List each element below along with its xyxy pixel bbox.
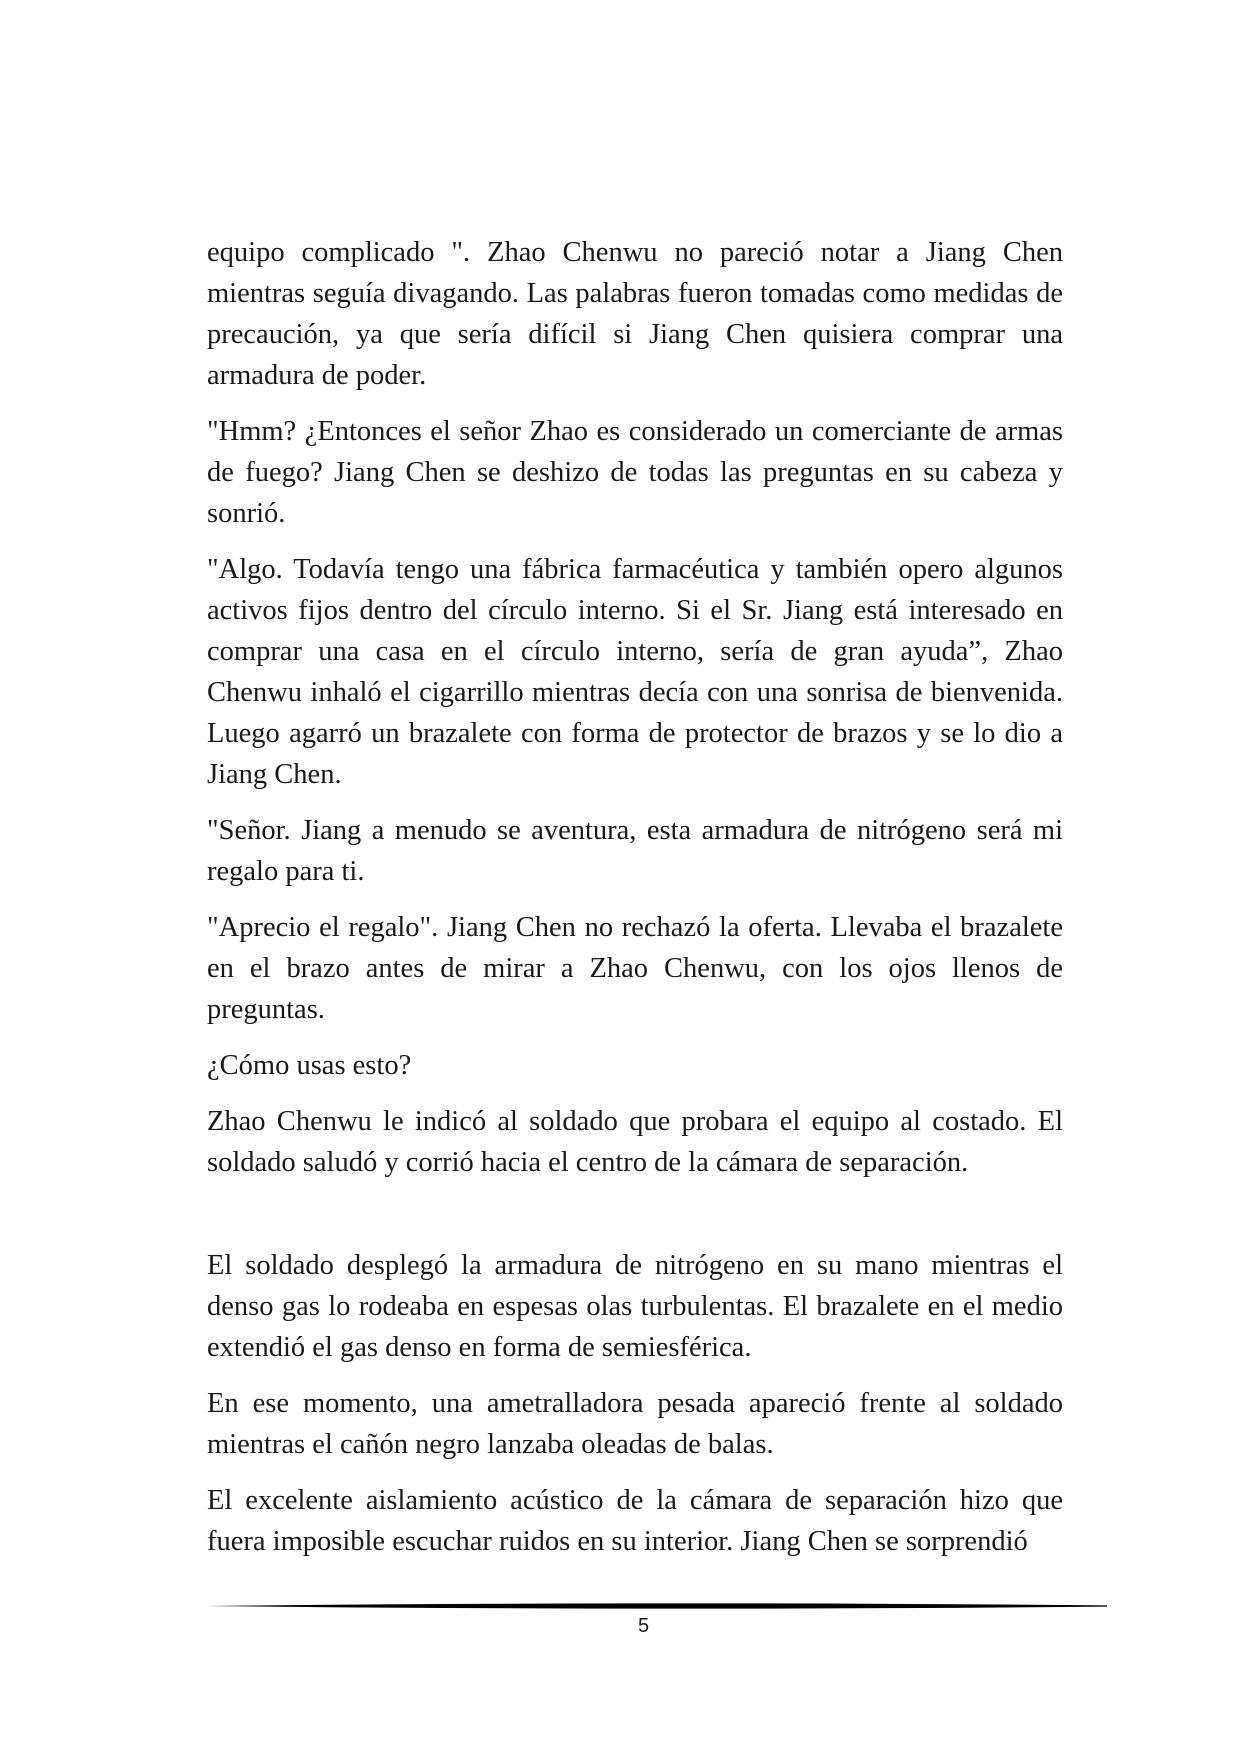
body-text [207, 232, 1063, 1577]
paragraph-2: "Hmm? ¿Entonces el señor Zhao es considerado un comerciante de armas de fuego? Jiang Chen se deshizo de todas las preguntas en su cabeza y sonrió. [207, 416, 1063, 529]
paragraph-6: ¿Cómo usas esto? [207, 1050, 412, 1081]
page-number: 5 [637, 1615, 650, 1637]
paragraph-5: "Aprecio el regalo". Jiang Chen no rechazó la oferta. Llevaba el brazalete en el brazo antes de mirar a Zhao Chenwu, con los ojos llenos de preguntas. [207, 912, 1063, 1025]
footer-divider [207, 1601, 1107, 1611]
paragraph-3: "Algo. Todavía tengo una fábrica farmacéutica y también opero algunos activos fijos dentro del círculo interno. Si el Sr. Jiang está interesado en comprar una casa en el círculo interno, sería de gran ayuda”, Zhao Chenwu inhaló el cigarrillo mientras decía con una sonrisa de bienvenida. Luego agarró un brazalete con forma de protector de brazos y se lo dio a Jiang Chen. [207, 554, 1063, 790]
paragraph-8: El soldado desplegó la armadura de nitrógeno en su mano mientras el denso gas lo rodeaba en espesas olas turbulentas. El brazalete en el medio extendió el gas denso en forma de semiesférica. [207, 1250, 1063, 1363]
paragraph-1: equipo complicado ". Zhao Chenwu no pareció notar a Jiang Chen mientras seguía divagando. Las palabras fueron tomadas como medidas de precaución, ya que sería difícil si Jiang Chen quisiera comprar una armadura de poder. [207, 237, 1063, 391]
paragraph-10: El excelente aislamiento acústico de la cámara de separación hizo que fuera imposible escuchar ruidos en su interior. Jiang Chen se sorprendió [207, 1485, 1063, 1557]
paragraph-9: En ese momento, una ametralladora pesada apareció frente al soldado mientras el cañón negro lanzaba oleadas de balas. [207, 1388, 1063, 1460]
paragraph-4: "Señor. Jiang a menudo se aventura, esta armadura de nitrógeno será mi regalo para ti. [207, 815, 1063, 887]
paragraph-7: Zhao Chenwu le indicó al soldado que probara el equipo al costado. El soldado saludó y corrió hacia el centro de la cámara de separación. [207, 1106, 1063, 1178]
